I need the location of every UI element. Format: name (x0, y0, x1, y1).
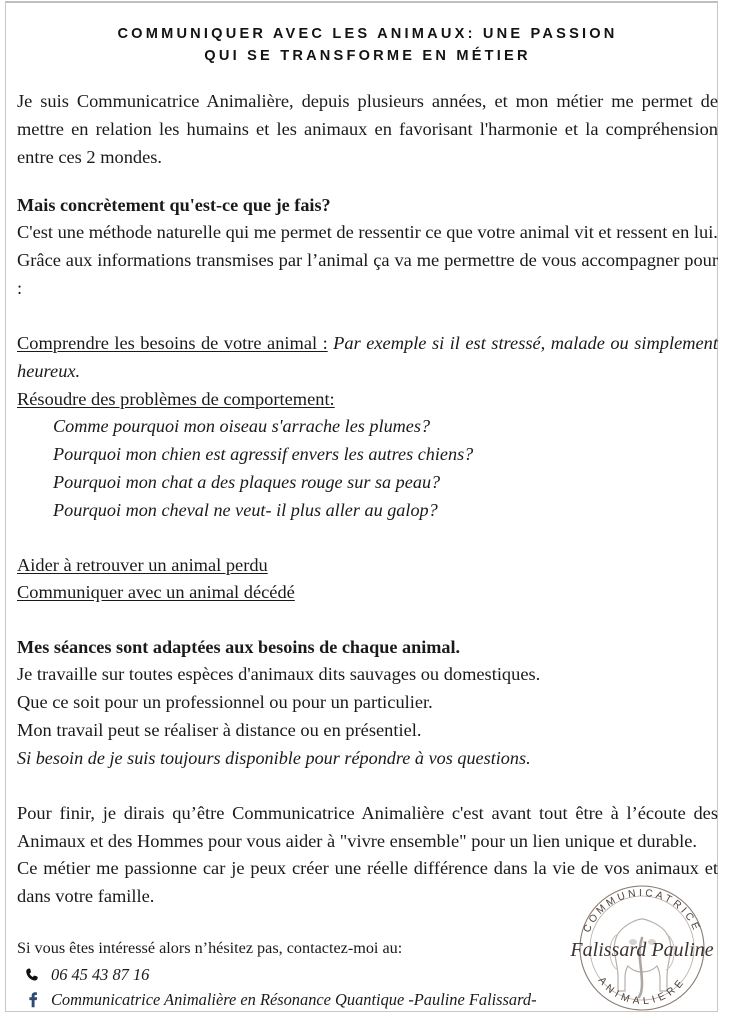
behaviour-question-list (17, 413, 718, 524)
list-item: Pourquoi mon cheval ne veut- il plus aller au galop? (53, 499, 438, 520)
list-item: Comme pourquoi mon oiseau s'arrache les plumes? (53, 416, 431, 437)
logo-arc-bottom-text: ANIMALIERE (595, 975, 689, 1008)
service-needs-example: Par exemple si il est stressé, malade ou simplement heureux. (17, 332, 718, 381)
sessions-line-3: Mon travail peut se réaliser à distance ou en présentiel. (17, 720, 422, 741)
contact-block (17, 937, 718, 1011)
method-heading: Mais concrètement qu'est-ce que je fais? (17, 194, 331, 215)
contact-phone-row (23, 964, 718, 987)
facebook-icon[interactable] (23, 989, 42, 1011)
page-title (48, 24, 688, 68)
contact-phone-number[interactable]: 06 45 43 87 16 (51, 964, 150, 984)
sessions-line-2: Que ce soit pour un professionnel ou pour un particulier. (17, 692, 433, 713)
service-needs (17, 330, 718, 386)
intro-paragraph: Je suis Communicatrice Animalière, depuis plusieurs années, et mon métier me permet de mettre en relation les humains et les animaux en favorisant l'harmonie et la compréhension entre ces 2 mondes. (17, 90, 718, 167)
page-title-line-2: QUI SE TRANSFORME EN MÉTIER (204, 47, 531, 64)
method-line-1: C'est une méthode naturelle qui me permet de ressentir ce que votre animal vit et ressent en lui. (17, 221, 718, 242)
spacer (17, 525, 718, 552)
service-needs-label: Comprendre les besoins de votre animal : (17, 332, 328, 353)
logo-arc-top-text: COMMUNICATRICE (581, 887, 703, 935)
contact-facebook-page[interactable]: Communicatrice Animalière en Résonance Quantique -Pauline Falissard- (51, 989, 537, 1009)
service-lost-animal: Aider à retrouver un animal perdu (17, 554, 268, 575)
logo-script-name: Falissard Pauline (570, 939, 714, 961)
service-deceased-animal: Communiquer avec un animal décédé (17, 582, 295, 603)
closing-paragraph-2: Ce métier me passionne car je peux créer une réelle différence dans la vie de vos animaux et dans votre famille. (17, 858, 718, 907)
contact-facebook-row[interactable] (23, 989, 718, 1012)
page-title-line-1: COMMUNIQUER AVEC LES ANIMAUX: UNE PASSION (117, 26, 618, 42)
list-item: Pourquoi mon chat a des plaques rouge sur sa peau? (53, 472, 441, 493)
closing-paragraph-1: Pour finir, je dirais qu’être Communicatrice Animalière c'est avant tout être à l’écoute des Animaux et des Hommes pour vous aider à "vivre ensemble" pour un lien unique et durable. (17, 802, 718, 851)
sessions-line-1: Je travaille sur toutes espèces d'animaux dits sauvages ou domestiques. (17, 664, 541, 685)
spacer (17, 607, 718, 634)
service-behaviour-label: Résoudre des problèmes de comportement: (17, 388, 335, 409)
method-line-2: Grâce aux informations transmises par l’animal ça va me permettre de vous accompagner pour : (17, 249, 718, 298)
spacer (17, 303, 718, 330)
list-item: Pourquoi mon chien est agressif envers les autres chiens? (53, 444, 474, 465)
sessions-heading: Mes séances sont adaptées aux besoins de chaque animal. (17, 637, 461, 658)
contact-lead: Si vous êtes intéressé alors n’hésitez pas, contactez-moi au: (17, 939, 403, 958)
spacer (17, 172, 718, 192)
spacer (17, 773, 718, 800)
phone-icon (23, 967, 42, 984)
sessions-line-4: Si besoin de je suis toujours disponible pour répondre à vos questions. (17, 748, 531, 769)
